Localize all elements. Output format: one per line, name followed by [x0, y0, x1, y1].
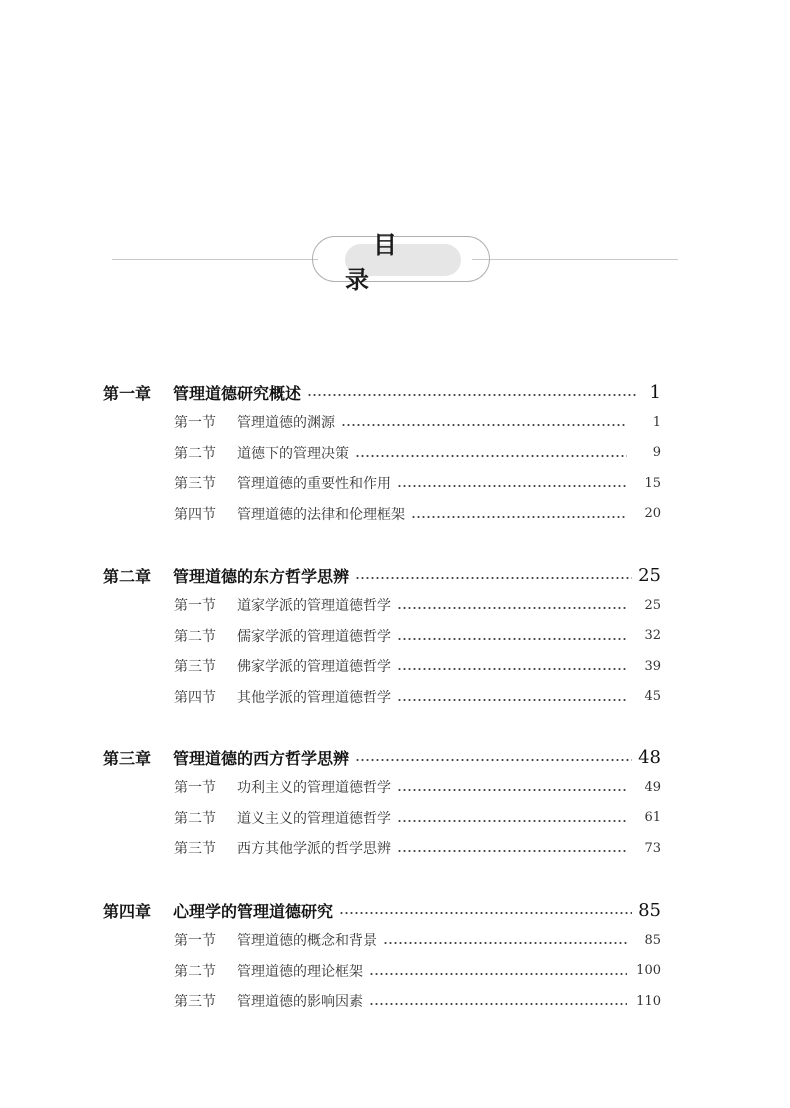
toc-section-entry[interactable] — [174, 593, 661, 617]
toc-section-entry[interactable] — [174, 624, 661, 648]
toc-section-entry[interactable] — [174, 685, 661, 709]
page-number: 49 — [644, 779, 661, 795]
page-number: 1 — [649, 381, 661, 403]
entry-title: 道义主义的管理道德哲学 — [237, 810, 391, 827]
leader-dots — [397, 820, 627, 822]
entry-label: 第二章 — [103, 566, 152, 586]
entry-title: 其他学派的管理道德哲学 — [237, 689, 391, 706]
leader-dots — [369, 1003, 627, 1005]
leader-dots — [355, 577, 632, 579]
entry-title: 管理道德的东方哲学思辨 — [173, 566, 350, 586]
page-number: 85 — [638, 899, 661, 921]
entry-title: 道德下的管理决策 — [237, 445, 349, 462]
entry-title: 管理道德的法律和伦理框架 — [237, 506, 405, 523]
page-number: 85 — [644, 932, 661, 948]
entry-label: 第一节 — [174, 598, 216, 614]
toc-title-banner — [0, 230, 790, 294]
entry-title: 功利主义的管理道德哲学 — [237, 780, 391, 796]
entry-label: 第一节 — [174, 780, 216, 796]
page-number: 15 — [644, 475, 661, 491]
leader-dots — [369, 973, 627, 975]
leader-dots — [397, 668, 627, 670]
leader-dots — [383, 942, 627, 944]
entry-title: 道家学派的管理道德哲学 — [237, 598, 391, 614]
entry-title: 管理道德的影响因素 — [237, 994, 363, 1010]
toc-section-entry[interactable] — [174, 806, 661, 830]
page-number: 1 — [652, 414, 661, 430]
entry-label: 第三节 — [174, 476, 216, 492]
toc-section-entry[interactable] — [174, 989, 661, 1013]
entry-label: 第一节 — [174, 415, 216, 431]
page-number: 48 — [638, 746, 661, 768]
entry-label: 第三节 — [174, 841, 216, 857]
entry-label: 第三章 — [103, 748, 152, 768]
entry-label: 第一章 — [103, 383, 152, 403]
entry-label: 第二节 — [174, 628, 216, 645]
entry-title: 心理学的管理道德研究 — [173, 901, 334, 921]
page-number: 45 — [644, 689, 661, 704]
leader-dots — [397, 850, 627, 852]
leader-dots — [397, 485, 627, 487]
toc-section-entry[interactable] — [174, 441, 661, 465]
toc-chapter-entry[interactable] — [103, 380, 661, 404]
leader-dots — [397, 699, 627, 701]
page-number: 73 — [644, 840, 661, 856]
entry-title: 儒家学派的管理道德哲学 — [237, 628, 391, 645]
entry-label: 第四节 — [174, 689, 216, 706]
page-number: 100 — [636, 963, 661, 978]
toc-section-entry[interactable] — [174, 836, 661, 860]
page-number: 32 — [644, 628, 661, 643]
page-number: 61 — [644, 810, 661, 825]
title-rule-left — [112, 259, 318, 260]
leader-dots — [341, 424, 627, 426]
toc-section-entry[interactable] — [174, 410, 661, 434]
toc-section-entry[interactable] — [174, 471, 661, 495]
leader-dots — [355, 455, 627, 457]
toc-section-entry[interactable] — [174, 928, 661, 952]
page-number: 39 — [644, 658, 661, 674]
entry-title: 管理道德的重要性和作用 — [237, 476, 391, 492]
leader-dots — [339, 912, 632, 914]
leader-dots — [397, 638, 627, 640]
toc-title: 目录 — [345, 244, 461, 276]
entry-label: 第三节 — [174, 659, 216, 675]
toc-section-entry[interactable] — [174, 654, 661, 678]
toc-chapter-entry[interactable] — [103, 898, 661, 922]
entry-title: 管理道德研究概述 — [173, 383, 302, 403]
entry-label: 第一节 — [174, 933, 216, 949]
page-number: 9 — [652, 445, 661, 460]
page-number: 110 — [636, 993, 661, 1009]
leader-dots — [355, 759, 632, 761]
page-number: 20 — [644, 506, 661, 521]
entry-title: 西方其他学派的哲学思辨 — [237, 841, 391, 857]
toc-chapter-entry[interactable] — [103, 563, 661, 587]
toc-section-entry[interactable] — [174, 959, 661, 983]
toc-section-entry[interactable] — [174, 775, 661, 799]
entry-label: 第三节 — [174, 994, 216, 1010]
entry-title: 管理道德的理论框架 — [237, 963, 363, 980]
entry-label: 第二节 — [174, 810, 216, 827]
page-number: 25 — [638, 564, 661, 586]
entry-title: 佛家学派的管理道德哲学 — [237, 659, 391, 675]
entry-label: 第四节 — [174, 506, 216, 523]
leader-dots — [307, 394, 637, 396]
entry-label: 第二节 — [174, 445, 216, 462]
leader-dots — [397, 789, 627, 791]
entry-title: 管理道德的概念和背景 — [237, 933, 377, 949]
entry-label: 第二节 — [174, 963, 216, 980]
page-number: 25 — [644, 597, 661, 613]
title-rule-right — [472, 259, 678, 260]
entry-title: 管理道德的渊源 — [237, 415, 335, 431]
leader-dots — [411, 516, 627, 518]
toc-chapter-entry[interactable] — [103, 745, 661, 769]
leader-dots — [397, 607, 627, 609]
entry-title: 管理道德的西方哲学思辨 — [173, 748, 350, 768]
entry-label: 第四章 — [103, 901, 152, 921]
toc-section-entry[interactable] — [174, 502, 661, 526]
